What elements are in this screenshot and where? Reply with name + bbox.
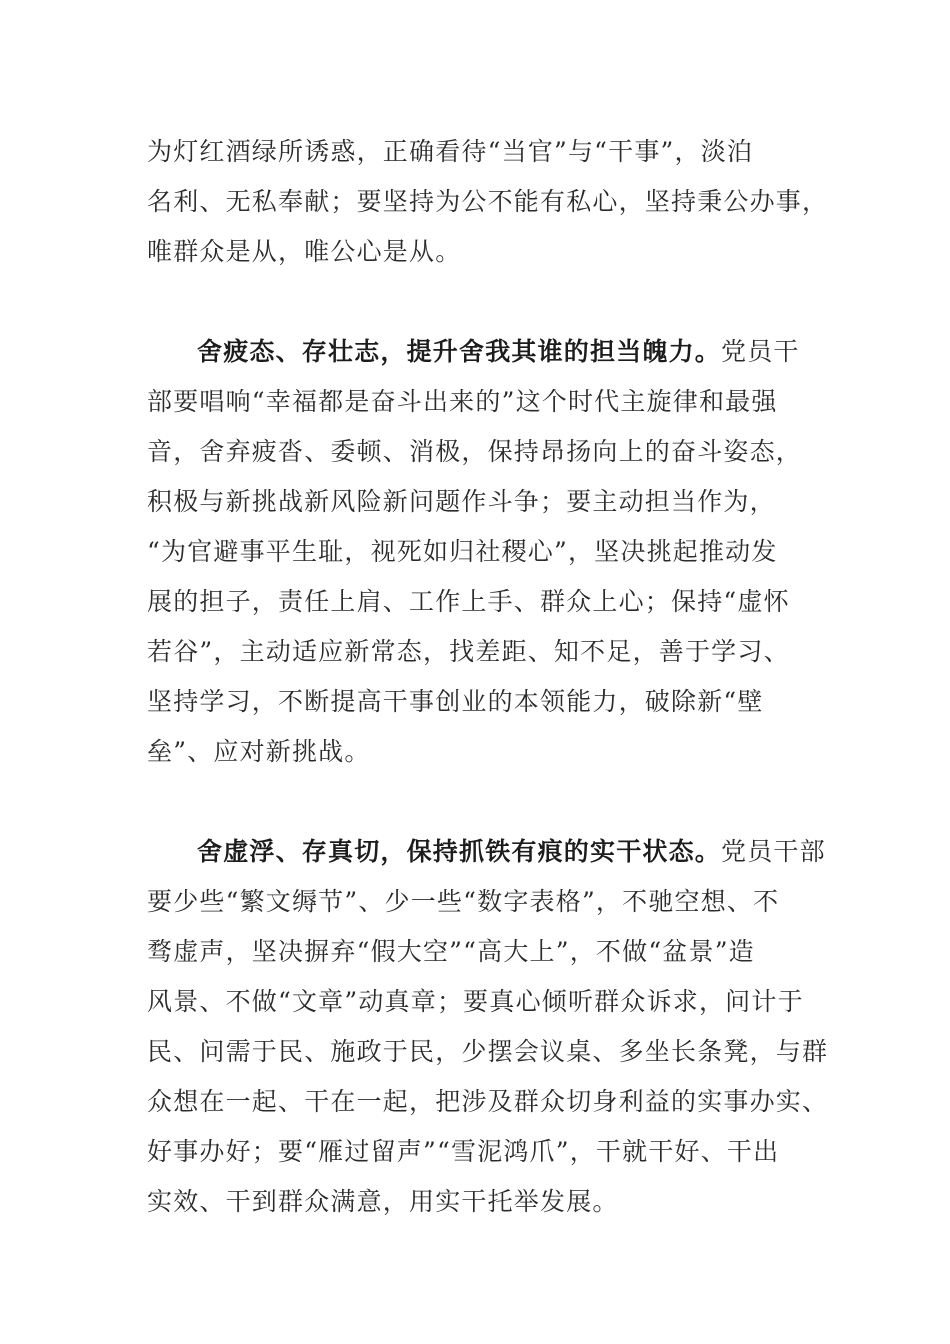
paragraph-line: 音，舍弃疲沓、委顿、消极，保持昂扬向上的奋斗姿态， xyxy=(147,437,803,466)
paragraph-line: 坚持学习，不断提高干事创业的本领能力，破除新“壁 xyxy=(147,687,764,716)
paragraph-text: 党员干 xyxy=(721,337,800,366)
paragraph-heading: 舍疲态、存壮志，提升舍我其谁的担当魄力。 xyxy=(197,337,722,366)
paragraph-line: 骛虚声，坚决摒弃“假大空”“高大上”，不做“盆景”造 xyxy=(147,937,755,966)
paragraph-line: 积极与新挑战新风险新问题作斗争；要主动担当作为， xyxy=(147,487,776,516)
paragraph-line: 名利、无私奉献；要坚持为公不能有私心，坚持秉公办事， xyxy=(147,187,829,216)
paragraph-line: 唯群众是从，唯公心是从。 xyxy=(147,237,462,266)
paragraph-line: 要少些“繁文缛节”、少一些“数字表格”，不驰空想、不 xyxy=(147,887,780,916)
paragraph-line: 众想在一起、干在一起，把涉及群众切身利益的实事办实、 xyxy=(147,1087,829,1116)
paragraph-text: 党员干部 xyxy=(721,837,826,866)
paragraph-line: 风景、不做“文章”动真章；要真心倾听群众诉求，问计于 xyxy=(147,987,804,1016)
paragraph-line: 好事办好；要“雁过留声”“雪泥鸿爪”，干就干好、干出 xyxy=(147,1137,780,1166)
paragraph-line: 实效、干到群众满意，用实干托举发展。 xyxy=(147,1187,619,1216)
paragraph-line: 垒”、应对新挑战。 xyxy=(147,737,371,766)
paragraph-line: 展的担子，责任上肩、工作上手、群众上心；保持“虚怀 xyxy=(147,587,790,616)
paragraph-first-line xyxy=(197,334,827,370)
paragraph-first-line xyxy=(197,834,827,870)
paragraph-line: 为灯红酒绿所诱惑，正确看待“当官”与“干事”，淡泊 xyxy=(147,137,754,166)
paragraph-line: 若谷”，主动适应新常态，找差距、知不足，善于学习、 xyxy=(147,637,790,666)
paragraph-line: 部要唱响“幸福都是奋斗出来的”这个时代主旋律和最强 xyxy=(147,387,778,416)
paragraph-heading: 舍虚浮、存真切，保持抓铁有痕的实干状态。 xyxy=(197,837,722,866)
paragraph-line: 民、问需于民、施政于民，少摆会议桌、多坐长条凳，与群 xyxy=(147,1037,829,1066)
paragraph-line: “为官避事平生耻，视死如归社稷心”，坚决挑起推动发 xyxy=(147,537,778,566)
